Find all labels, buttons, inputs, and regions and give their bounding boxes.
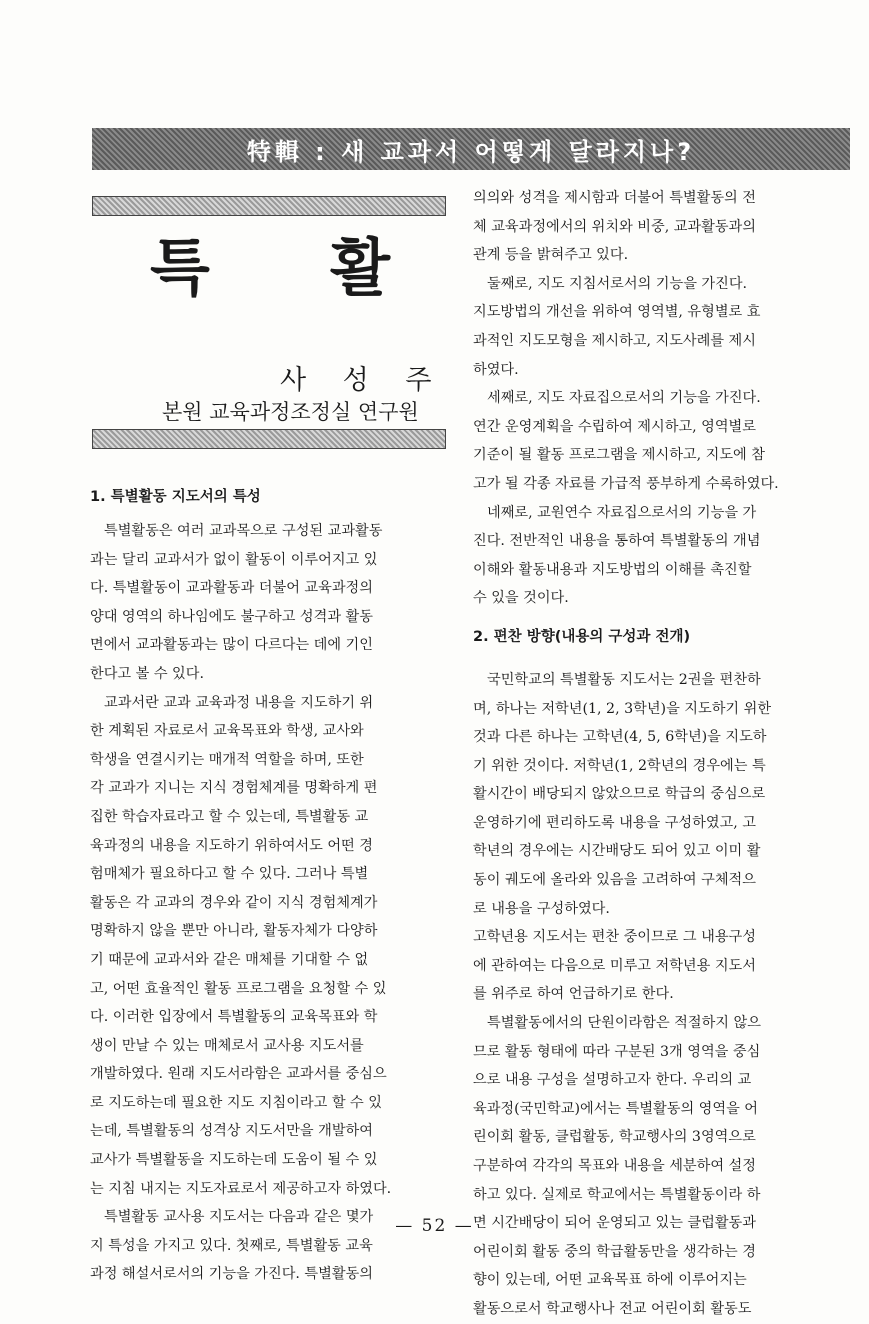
text-line: 며, 하나는 저학년(1, 2, 3학년)을 지도하기 위한	[473, 700, 772, 717]
text-line: 를 위주로 하여 언급하기로 한다.	[473, 986, 674, 1003]
text-line: 교사가 특별활동을 지도하는데 도움이 될 수 있	[90, 1152, 378, 1169]
text-line: 관계 등을 밝혀주고 있다.	[473, 247, 629, 264]
text-line: 험매체가 필요하다고 할 수 있다. 그러나 특별	[90, 866, 369, 883]
text-line: 로 지도하는데 필요한 지도 지침이라고 할 수 있	[90, 1094, 382, 1111]
text-line: 이해와 활동내용과 지도방법의 이해를 촉진할	[473, 561, 752, 578]
author-affiliation: 본원 교육과정조정실 연구원	[162, 400, 419, 424]
text-line: 하고 있다. 실제로 학교에서는 특별활동이라 하	[473, 1186, 761, 1203]
text-line: 것과 다른 하나는 고학년(4, 5, 6학년)을 지도하	[473, 729, 767, 746]
text-line: 국민학교의 특별활동 지도서는 2권을 편찬하	[487, 671, 761, 688]
text-line: 면 시간배당이 되어 운영되고 있는 클럽활동과	[473, 1215, 756, 1232]
text-line: 과정 해설서로서의 기능을 가진다. 특별활동의	[90, 1266, 373, 1283]
text-line: 므로 활동 형태에 따라 구분된 3개 영역을 중심	[473, 1043, 761, 1060]
text-line: 과는 달리 교과서가 없이 활동이 이루어지고 있	[90, 551, 378, 568]
text-line: 고학년용 지도서는 편찬 중이므로 그 내용구성	[473, 929, 756, 946]
decorative-stripe-top	[92, 196, 446, 216]
article-title	[150, 222, 390, 302]
text-line: 의의와 성격을 제시함과 더불어 특별활동의 전	[473, 190, 756, 206]
text-line: 특별활동에서의 단원이라함은 적절하지 않으	[487, 1015, 761, 1032]
text-line: 운영하기에 편리하도록 내용을 구성하였고, 고	[473, 814, 756, 831]
banner-title: 特輯 : 새 교과서 어떻게 달라지나?	[246, 137, 696, 166]
text-line: 학생을 연결시키는 매개적 역할을 하며, 또한	[90, 751, 364, 768]
title-char-right: 활	[330, 230, 390, 304]
text-line: 육과정의 내용을 지도하기 위하여서도 어떤 경	[90, 837, 373, 854]
text-line: 는데, 특별활동의 성격상 지도서만을 개발하여	[90, 1123, 373, 1140]
text-line: 특별활동은 여러 교과목으로 구성된 교과활동	[104, 523, 383, 539]
text-line: 수 있을 것이다.	[473, 590, 569, 607]
text-line: 특별활동 교사용 지도서는 다음과 같은 몇가	[104, 1209, 374, 1226]
text-line: 학년의 경우에는 시간배당도 되어 있고 이미 활	[473, 843, 761, 860]
text-line: 연간 운영계획을 수립하여 제시하고, 영역별로	[473, 418, 756, 435]
page-number: — 52 —	[395, 1216, 474, 1236]
left-column	[90, 483, 442, 1289]
text-line: 하였다.	[473, 361, 519, 378]
text-line: 활동은 각 교과의 경우와 같이 지식 경험체계가	[90, 894, 378, 911]
text-line: 교과서란 교과 교육과정 내용을 지도하기 위	[104, 694, 374, 711]
text-line: 면에서 교과활동과는 많이 다르다는 데에 기인	[90, 637, 373, 654]
right-column	[473, 184, 825, 1324]
text-line: 고가 될 각종 자료를 가급적 풍부하게 수록하였다.	[473, 475, 779, 492]
text-line: 는 지침 내지는 지도자료로서 제공하고자 하였다.	[90, 1180, 392, 1197]
section1-heading: 1. 특별활동 지도서의 특성	[90, 489, 261, 505]
text-line: 둘째로, 지도 지침서로서의 기능을 가진다.	[487, 275, 748, 292]
text-line: 생이 만날 수 있는 매체로서 교사용 지도서를	[90, 1037, 364, 1054]
text-line: 지 특성을 가지고 있다. 첫째로, 특별활동 교육	[90, 1237, 373, 1254]
author-name: 사 성 주	[280, 365, 446, 396]
section1-continued-body	[473, 184, 825, 613]
feature-banner	[92, 128, 850, 170]
text-line: 세째로, 지도 자료집으로서의 기능을 가진다.	[487, 390, 761, 407]
text-line: 기 때문에 교과서와 같은 매체를 기대할 수 없	[90, 951, 369, 968]
text-line: 집한 학습자료라고 할 수 있는데, 특별활동 교	[90, 808, 369, 825]
text-line: 네째로, 교원연수 자료집으로서의 기능을 가	[487, 504, 757, 521]
text-line: 에 관하여는 다음으로 미루고 저학년용 지도서	[473, 957, 756, 974]
text-line: 구분하여 각각의 목표와 내용을 세분하여 설정	[473, 1158, 756, 1174]
text-line: 활시간이 배당되지 않았으므로 학급의 중심으로	[473, 786, 766, 803]
text-line: 한다고 볼 수 있다.	[90, 665, 204, 682]
text-line: 다. 이러한 입장에서 특별활동의 교육목표와 학	[90, 1009, 378, 1026]
text-line: 활동으로서 학교행사나 전교 어린이회 활동도	[473, 1300, 752, 1317]
text-line: 어린이회 활동 중의 학급활동만을 생각하는 경	[473, 1243, 756, 1260]
text-line: 한 계획된 자료로서 교육목표와 학생, 교사와	[90, 723, 364, 740]
text-line: 으로 내용 구성을 설명하고자 한다. 우리의 교	[473, 1072, 752, 1089]
text-line: 린이회 활동, 클럽활동, 학교행사의 3영역으로	[473, 1129, 756, 1146]
text-line: 로 내용을 구성하였다.	[473, 900, 610, 917]
text-line: 개발하였다. 원래 지도서라함은 교과서를 중심으	[90, 1066, 387, 1083]
text-line: 명확하지 않을 뿐만 아니라, 활동자체가 다양하	[90, 923, 378, 940]
text-line: 다. 특별활동이 교과활동과 더불어 교육과정의	[90, 580, 373, 597]
text-line: 기 위한 것이다. 저학년(1, 2학년의 경우에는 특	[473, 757, 766, 774]
text-line: 체 교육과정에서의 위치와 비중, 교과활동과의	[473, 218, 756, 235]
text-line: 향이 있는데, 어떤 교육목표 하에 이루어지는	[473, 1272, 747, 1289]
decorative-stripe-bottom	[92, 429, 446, 449]
text-line: 고, 어떤 효율적인 활동 프로그램을 요청할 수 있	[90, 980, 387, 997]
text-line: 지도방법의 개선을 위하여 영역별, 유형별로 효	[473, 304, 761, 321]
section1-body	[90, 517, 442, 1289]
text-line: 진다. 전반적인 내용을 통하여 특별활동의 개념	[473, 533, 761, 550]
title-char-left: 특	[150, 230, 210, 304]
text-line: 과적인 지도모형을 제시하고, 지도사례를 제시	[473, 332, 756, 349]
section2-heading: 2. 편찬 방향(내용의 구성과 전개)	[473, 628, 691, 645]
text-line: 각 교과가 지니는 지식 경험체계를 명확하게 편	[90, 780, 378, 797]
text-line: 양대 영역의 하나임에도 불구하고 성격과 활동	[90, 608, 373, 625]
text-line: 기준이 될 활동 프로그램을 제시하고, 지도에 참	[473, 447, 765, 464]
text-line: 육과정(국민학교)에서는 특별활동의 영역을 어	[473, 1100, 758, 1117]
text-line: 동이 궤도에 올라와 있음을 고려하여 구체적으	[473, 872, 756, 889]
